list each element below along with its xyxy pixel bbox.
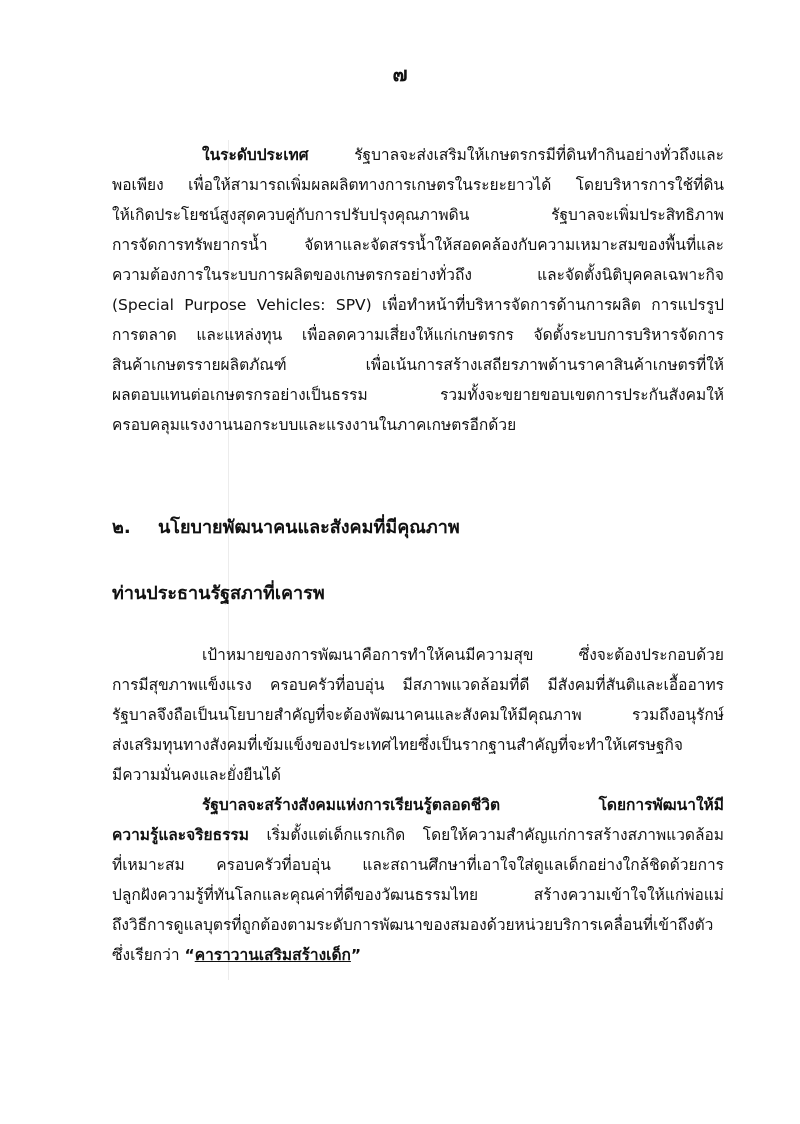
paragraph-line: ครอบคลุมแรงงานนอกระบบและแรงงานในภาคเกษตรอีกด้วย xyxy=(112,416,517,434)
emphasis-text: ในระดับประเทศ xyxy=(202,146,309,164)
salutation: ท่านประธานรัฐสภาที่เคารพ xyxy=(112,583,325,604)
caravan-program-name: คาราวานเสริมสร้างเด็ก xyxy=(194,946,351,964)
paragraph-line: พอเพียง เพื่อให้สามารถเพิ่มผลผลิตทางการเกษตรในระยะยาวได้ โดยบริหารการใช้ที่ดิน xyxy=(112,176,724,194)
paragraph-line: (Special Purpose Vehicles: SPV) เพื่อทำหน้าที่บริหารจัดการด้านการผลิต การแปรรูป xyxy=(112,296,724,314)
quote-close: ” xyxy=(350,946,362,964)
paragraph-line: ส่งเสริมทุนทางสังคมที่เข้มแข็งของประเทศไทยซึ่งเป็นรากฐานสำคัญที่จะทำให้เศรษฐกิจ xyxy=(112,736,683,754)
paragraph-line: การตลาด และแหล่งทุน เพื่อลดความเสี่ยงให้แก่เกษตรกร จัดตั้งระบบการบริหารจัดการ xyxy=(112,326,724,344)
paragraph-line: เป้าหมายของการพัฒนาคือการทำให้คนมีความสุข ซึ่งจะต้องประกอบด้วย xyxy=(202,646,724,664)
paragraph-line xyxy=(112,820,724,850)
line-text: รัฐบาลจะส่งเสริมให้เกษตรกรมีที่ดินทำกินอย่างทั่วถึงและ xyxy=(308,146,724,164)
section-title: นโยบายพัฒนาคนและสังคมที่มีคุณภาพ xyxy=(158,517,460,538)
paragraph-line xyxy=(112,790,724,820)
paragraph-line: การจัดการทรัพยากรน้ำ จัดหาและจัดสรรน้ำให้สอดคล้องกับความเหมาะสมของพื้นที่และ xyxy=(112,236,724,254)
paragraph-development-goal xyxy=(112,640,724,790)
paragraph-lifelong-learning xyxy=(112,790,724,970)
paragraph-line: มีความมั่นคงและยั่งยืนได้ xyxy=(112,766,281,784)
section-heading xyxy=(112,512,460,541)
paragraph-line: รัฐบาลจึงถือเป็นนโยบายสำคัญที่จะต้องพัฒนาคนและสังคมให้มีคุณภาพ รวมถึงอนุรักษ์ xyxy=(112,706,724,724)
paragraph-line xyxy=(112,140,724,170)
emphasis-text: รัฐบาลจะสร้างสังคมแห่งการเรียนรู้ตลอดชีวิต โดยการพัฒนาให้มี xyxy=(202,796,724,814)
paragraph-line: ผลตอบแทนต่อเกษตรกรอย่างเป็นธรรม รวมทั้งจะขยายขอบเขตการประกันสังคมให้ xyxy=(112,386,724,404)
emphasis-text: ความรู้และจริยธรรม xyxy=(112,826,249,844)
paragraph-line: ความต้องการในระบบการผลิตของเกษตรกรอย่างทั่วถึง และจัดตั้งนิติบุคคลเฉพาะกิจ xyxy=(112,266,724,284)
paragraph-line: ให้เกิดประโยชน์สูงสุดควบคู่กับการปรับปรุงคุณภาพดิน รัฐบาลจะเพิ่มประสิทธิภาพ xyxy=(112,206,724,224)
paragraph-line xyxy=(112,940,724,970)
paragraph-line: สินค้าเกษตรรายผลิตภัณฑ์ เพื่อเน้นการสร้างเสถียรภาพด้านราคาสินค้าเกษตรที่ให้ xyxy=(112,356,724,374)
paragraph-line: ที่เหมาะสม ครอบครัวที่อบอุ่น และสถานศึกษาที่เอาใจใส่ดูแลเด็กอย่างใกล้ชิดด้วยการ xyxy=(112,856,724,874)
line-text: ซึ่งเรียกว่า xyxy=(112,946,185,964)
paragraph-line: การมีสุขภาพแข็งแรง ครอบครัวที่อบอุ่น มีสภาพแวดล้อมที่ดี มีสังคมที่สันติและเอื้ออาทร xyxy=(112,676,724,694)
page-number: ๗ xyxy=(392,62,408,86)
paragraph-line: ปลูกฝังความรู้ที่ทันโลกและคุณค่าที่ดีของวัฒนธรรมไทย สร้างความเข้าใจให้แก่พ่อแม่ xyxy=(112,886,724,904)
paragraph-line: ถึงวิธีการดูแลบุตรที่ถูกต้องตามระดับการพัฒนาของสมองด้วยหน่วยบริการเคลื่อนที่เข้าถึงตัว xyxy=(112,916,714,934)
quote-open: “ xyxy=(184,946,195,964)
paragraph-agriculture xyxy=(112,140,724,440)
line-text: เริ่มตั้งแต่เด็กแรกเกิด โดยให้ความสำคัญแก่การสร้างสภาพแวดล้อม xyxy=(248,826,724,844)
section-number: ๒. xyxy=(112,517,131,538)
